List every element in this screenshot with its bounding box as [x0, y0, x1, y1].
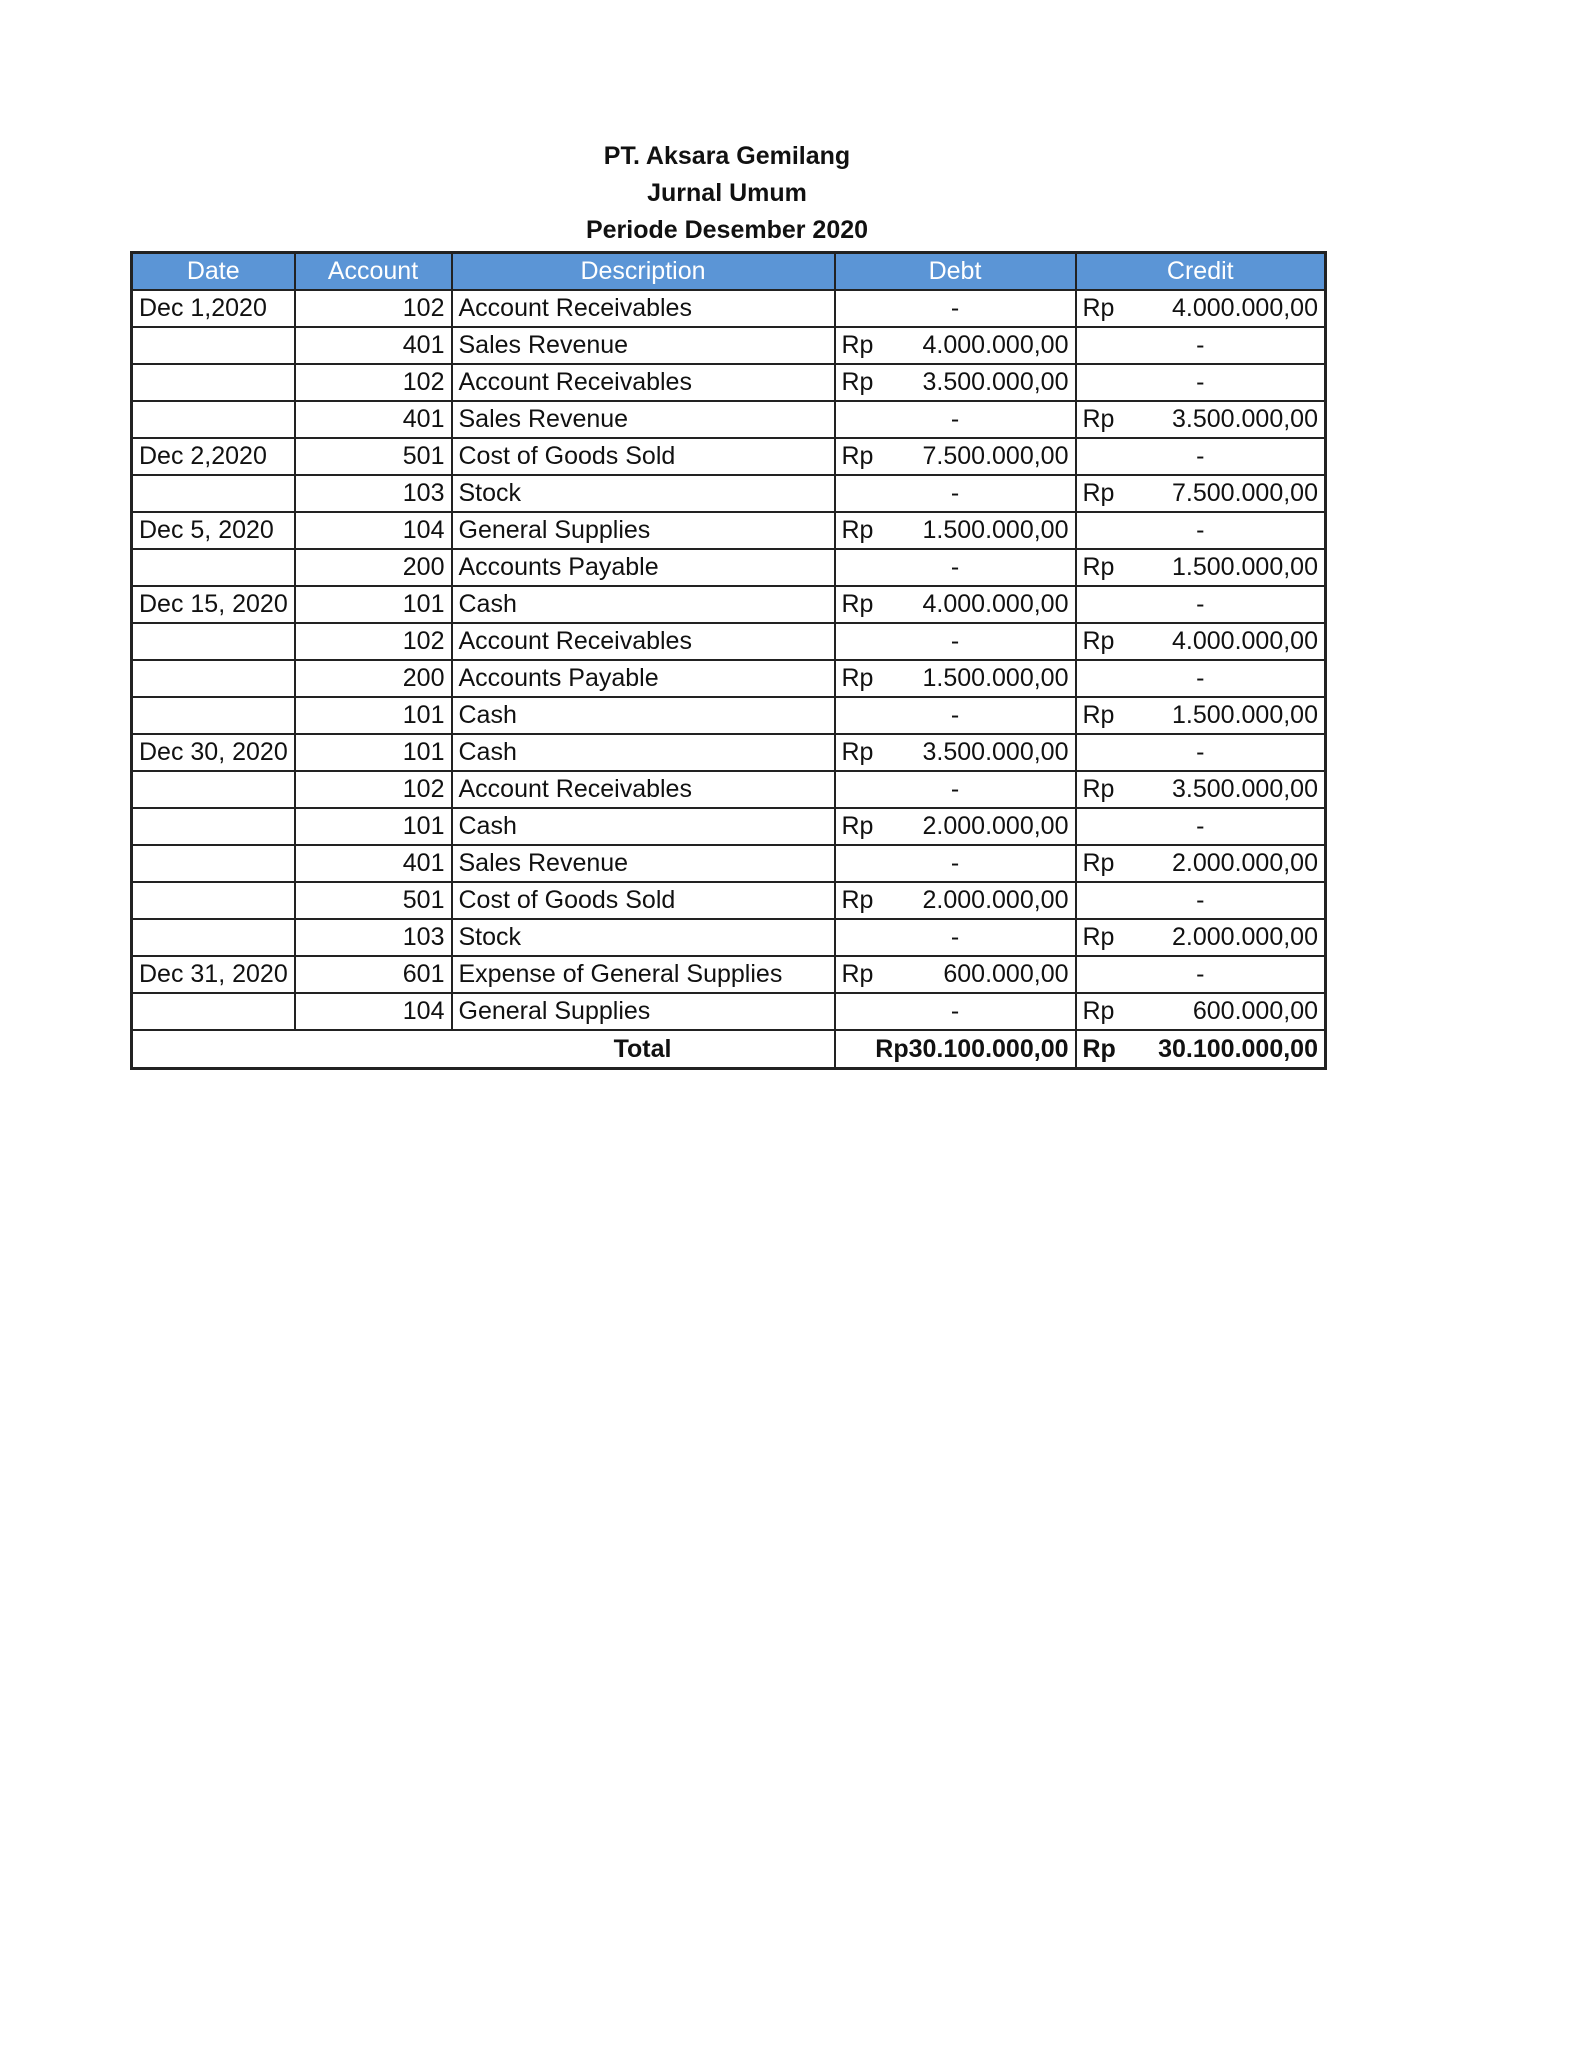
credit-cell: [1076, 734, 1326, 771]
journal-row: [132, 882, 1326, 919]
account-number: 102: [295, 290, 452, 327]
journal-row: [132, 512, 1326, 549]
debt-amount: 4.000.000,00: [922, 331, 1069, 359]
account-description: Cash: [452, 734, 835, 771]
account-number: 200: [295, 549, 452, 586]
account-description: Cash: [452, 697, 835, 734]
total-row: [132, 1030, 1326, 1069]
account-description: Account Receivables: [452, 364, 835, 401]
credit-amount: 2.000.000,00: [1172, 923, 1318, 951]
entry-date: [132, 660, 295, 697]
credit-cell: [1076, 549, 1326, 586]
journal-row: [132, 549, 1326, 586]
account-number: 102: [295, 771, 452, 808]
debt-amount: 3.500.000,00: [922, 738, 1069, 766]
column-header-credit: Credit: [1076, 253, 1326, 291]
credit-cell: [1076, 586, 1326, 623]
report-header: [130, 138, 1324, 249]
entry-date: Dec 15, 2020: [132, 586, 295, 623]
credit-cell: [1076, 438, 1326, 475]
account-description: Sales Revenue: [452, 845, 835, 882]
debt-currency: Rp: [841, 442, 874, 470]
column-header-account: Account: [295, 253, 452, 291]
debt-cell: [835, 956, 1076, 993]
journal-title: Jurnal Umum: [647, 179, 807, 207]
total-credit-cell: [1076, 1030, 1326, 1069]
total-blank-cell: [132, 1030, 452, 1069]
entry-date: [132, 623, 295, 660]
debt-cell: [835, 771, 1076, 808]
header-row: [132, 253, 1326, 291]
debt-empty-dash: -: [950, 405, 960, 433]
entry-date: Dec 30, 2020: [132, 734, 295, 771]
debt-currency: Rp: [841, 664, 874, 692]
entry-date: [132, 808, 295, 845]
journal-row: [132, 771, 1326, 808]
journal-row: [132, 919, 1326, 956]
credit-cell: [1076, 290, 1326, 327]
journal-row: [132, 993, 1326, 1030]
entry-date: [132, 549, 295, 586]
total-label: Total: [452, 1030, 835, 1069]
debt-cell: [835, 290, 1076, 327]
debt-currency: Rp: [841, 590, 874, 618]
debt-cell: [835, 845, 1076, 882]
column-header-description: Description: [452, 253, 835, 291]
debt-amount: 1.500.000,00: [922, 516, 1069, 544]
debt-cell: [835, 623, 1076, 660]
debt-empty-dash: -: [950, 294, 960, 322]
debt-cell: [835, 882, 1076, 919]
debt-cell: [835, 549, 1076, 586]
credit-amount: 4.000.000,00: [1172, 627, 1318, 655]
debt-amount: 1.500.000,00: [922, 664, 1069, 692]
credit-cell: [1076, 364, 1326, 401]
credit-cell: [1076, 475, 1326, 512]
account-description: Sales Revenue: [452, 327, 835, 364]
account-number: 101: [295, 734, 452, 771]
account-number: 102: [295, 364, 452, 401]
credit-amount: 3.500.000,00: [1172, 405, 1318, 433]
entry-date: [132, 919, 295, 956]
journal-row: [132, 290, 1326, 327]
journal-row: [132, 660, 1326, 697]
debt-currency: Rp: [841, 812, 874, 840]
entry-date: Dec 5, 2020: [132, 512, 295, 549]
journal-row: [132, 401, 1326, 438]
debt-amount: 7.500.000,00: [922, 442, 1069, 470]
debt-currency: Rp: [841, 368, 874, 396]
credit-empty-dash: -: [1196, 516, 1205, 544]
debt-cell: [835, 475, 1076, 512]
entry-date: [132, 882, 295, 919]
credit-cell: [1076, 956, 1326, 993]
entry-date: [132, 993, 295, 1030]
account-number: 401: [295, 401, 452, 438]
account-description: Cost of Goods Sold: [452, 438, 835, 475]
total-credit-amount: 30.100.000,00: [1158, 1034, 1318, 1063]
credit-cell: [1076, 771, 1326, 808]
credit-empty-dash: -: [1196, 738, 1205, 766]
credit-currency: Rp: [1082, 479, 1115, 507]
account-description: Cost of Goods Sold: [452, 882, 835, 919]
account-number: 103: [295, 475, 452, 512]
entry-date: [132, 845, 295, 882]
credit-empty-dash: -: [1196, 886, 1205, 914]
account-description: Sales Revenue: [452, 401, 835, 438]
debt-cell: [835, 697, 1076, 734]
account-description: Cash: [452, 808, 835, 845]
account-number: 102: [295, 623, 452, 660]
account-description: Accounts Payable: [452, 549, 835, 586]
credit-currency: Rp: [1082, 553, 1115, 581]
journal-row: [132, 623, 1326, 660]
total-credit-currency: Rp: [1082, 1034, 1116, 1063]
account-description: Cash: [452, 586, 835, 623]
credit-empty-dash: -: [1196, 812, 1205, 840]
company-name: PT. Aksara Gemilang: [603, 142, 851, 170]
entry-date: [132, 475, 295, 512]
credit-currency: Rp: [1082, 775, 1115, 803]
credit-currency: Rp: [1082, 923, 1115, 951]
credit-cell: [1076, 401, 1326, 438]
debt-empty-dash: -: [950, 923, 960, 951]
credit-cell: [1076, 919, 1326, 956]
account-number: 501: [295, 882, 452, 919]
credit-currency: Rp: [1082, 849, 1115, 877]
debt-cell: [835, 993, 1076, 1030]
account-number: 401: [295, 327, 452, 364]
credit-amount: 1.500.000,00: [1172, 701, 1318, 729]
account-description: Stock: [452, 919, 835, 956]
debt-currency: Rp: [841, 516, 874, 544]
credit-cell: [1076, 697, 1326, 734]
journal-row: [132, 586, 1326, 623]
entry-date: [132, 771, 295, 808]
debt-cell: [835, 512, 1076, 549]
debt-currency: Rp: [841, 738, 874, 766]
credit-cell: [1076, 623, 1326, 660]
credit-cell: [1076, 845, 1326, 882]
debt-currency: Rp: [841, 331, 874, 359]
account-number: 601: [295, 956, 452, 993]
debt-cell: [835, 586, 1076, 623]
credit-currency: Rp: [1082, 701, 1115, 729]
account-description: Account Receivables: [452, 771, 835, 808]
debt-empty-dash: -: [950, 849, 960, 877]
journal-row: [132, 697, 1326, 734]
credit-currency: Rp: [1082, 405, 1115, 433]
credit-cell: [1076, 660, 1326, 697]
account-number: 101: [295, 697, 452, 734]
credit-empty-dash: -: [1196, 664, 1205, 692]
credit-empty-dash: -: [1196, 368, 1205, 396]
journal-row: [132, 734, 1326, 771]
credit-empty-dash: -: [1196, 590, 1205, 618]
entry-date: Dec 31, 2020: [132, 956, 295, 993]
debt-cell: [835, 364, 1076, 401]
credit-amount: 4.000.000,00: [1172, 294, 1318, 322]
account-number: 200: [295, 660, 452, 697]
account-number: 101: [295, 808, 452, 845]
credit-amount: 600.000,00: [1192, 997, 1318, 1025]
debt-cell: [835, 660, 1076, 697]
debt-currency: Rp: [841, 960, 874, 988]
entry-date: [132, 364, 295, 401]
account-description: General Supplies: [452, 512, 835, 549]
debt-currency: Rp: [841, 886, 874, 914]
entry-date: [132, 401, 295, 438]
journal-row: [132, 438, 1326, 475]
debt-cell: [835, 438, 1076, 475]
debt-cell: [835, 919, 1076, 956]
journal-row: [132, 956, 1326, 993]
journal-row: [132, 808, 1326, 845]
credit-amount: 2.000.000,00: [1172, 849, 1318, 877]
account-description: General Supplies: [452, 993, 835, 1030]
debt-cell: [835, 734, 1076, 771]
credit-currency: Rp: [1082, 627, 1115, 655]
credit-cell: [1076, 327, 1326, 364]
account-description: Account Receivables: [452, 290, 835, 327]
journal-table: [130, 251, 1327, 1070]
credit-cell: [1076, 808, 1326, 845]
journal-row: [132, 845, 1326, 882]
credit-amount: 3.500.000,00: [1172, 775, 1318, 803]
credit-cell: [1076, 993, 1326, 1030]
account-number: 501: [295, 438, 452, 475]
account-number: 103: [295, 919, 452, 956]
debt-empty-dash: -: [950, 997, 960, 1025]
credit-amount: 1.500.000,00: [1172, 553, 1318, 581]
journal-body: [132, 290, 1326, 1030]
debt-cell: [835, 808, 1076, 845]
entry-date: Dec 2,2020: [132, 438, 295, 475]
credit-cell: [1076, 882, 1326, 919]
debt-amount: 2.000.000,00: [922, 886, 1069, 914]
debt-empty-dash: -: [950, 701, 960, 729]
debt-empty-dash: -: [950, 775, 960, 803]
credit-amount: 7.500.000,00: [1172, 479, 1318, 507]
debt-amount: 4.000.000,00: [922, 590, 1069, 618]
debt-cell: [835, 401, 1076, 438]
account-number: 101: [295, 586, 452, 623]
entry-date: Dec 1,2020: [132, 290, 295, 327]
column-header-date: Date: [132, 253, 295, 291]
credit-empty-dash: -: [1196, 960, 1205, 988]
debt-amount: 600.000,00: [943, 960, 1069, 988]
debt-amount: 2.000.000,00: [922, 812, 1069, 840]
entry-date: [132, 697, 295, 734]
credit-empty-dash: -: [1196, 331, 1205, 359]
debt-amount: 3.500.000,00: [922, 368, 1069, 396]
total-debt: Rp30.100.000,00: [835, 1030, 1076, 1069]
credit-cell: [1076, 512, 1326, 549]
entry-date: [132, 327, 295, 364]
account-description: Stock: [452, 475, 835, 512]
account-number: 104: [295, 993, 452, 1030]
account-number: 401: [295, 845, 452, 882]
debt-cell: [835, 327, 1076, 364]
journal-row: [132, 364, 1326, 401]
account-number: 104: [295, 512, 452, 549]
journal-row: [132, 327, 1326, 364]
account-description: Expense of General Supplies: [452, 956, 835, 993]
debt-empty-dash: -: [950, 553, 960, 581]
credit-currency: Rp: [1082, 294, 1115, 322]
column-header-debt: Debt: [835, 253, 1076, 291]
debt-empty-dash: -: [950, 479, 960, 507]
account-description: Accounts Payable: [452, 660, 835, 697]
debt-empty-dash: -: [950, 627, 960, 655]
credit-currency: Rp: [1082, 997, 1115, 1025]
credit-empty-dash: -: [1196, 442, 1205, 470]
period-label: Periode Desember 2020: [585, 216, 869, 244]
account-description: Account Receivables: [452, 623, 835, 660]
journal-row: [132, 475, 1326, 512]
